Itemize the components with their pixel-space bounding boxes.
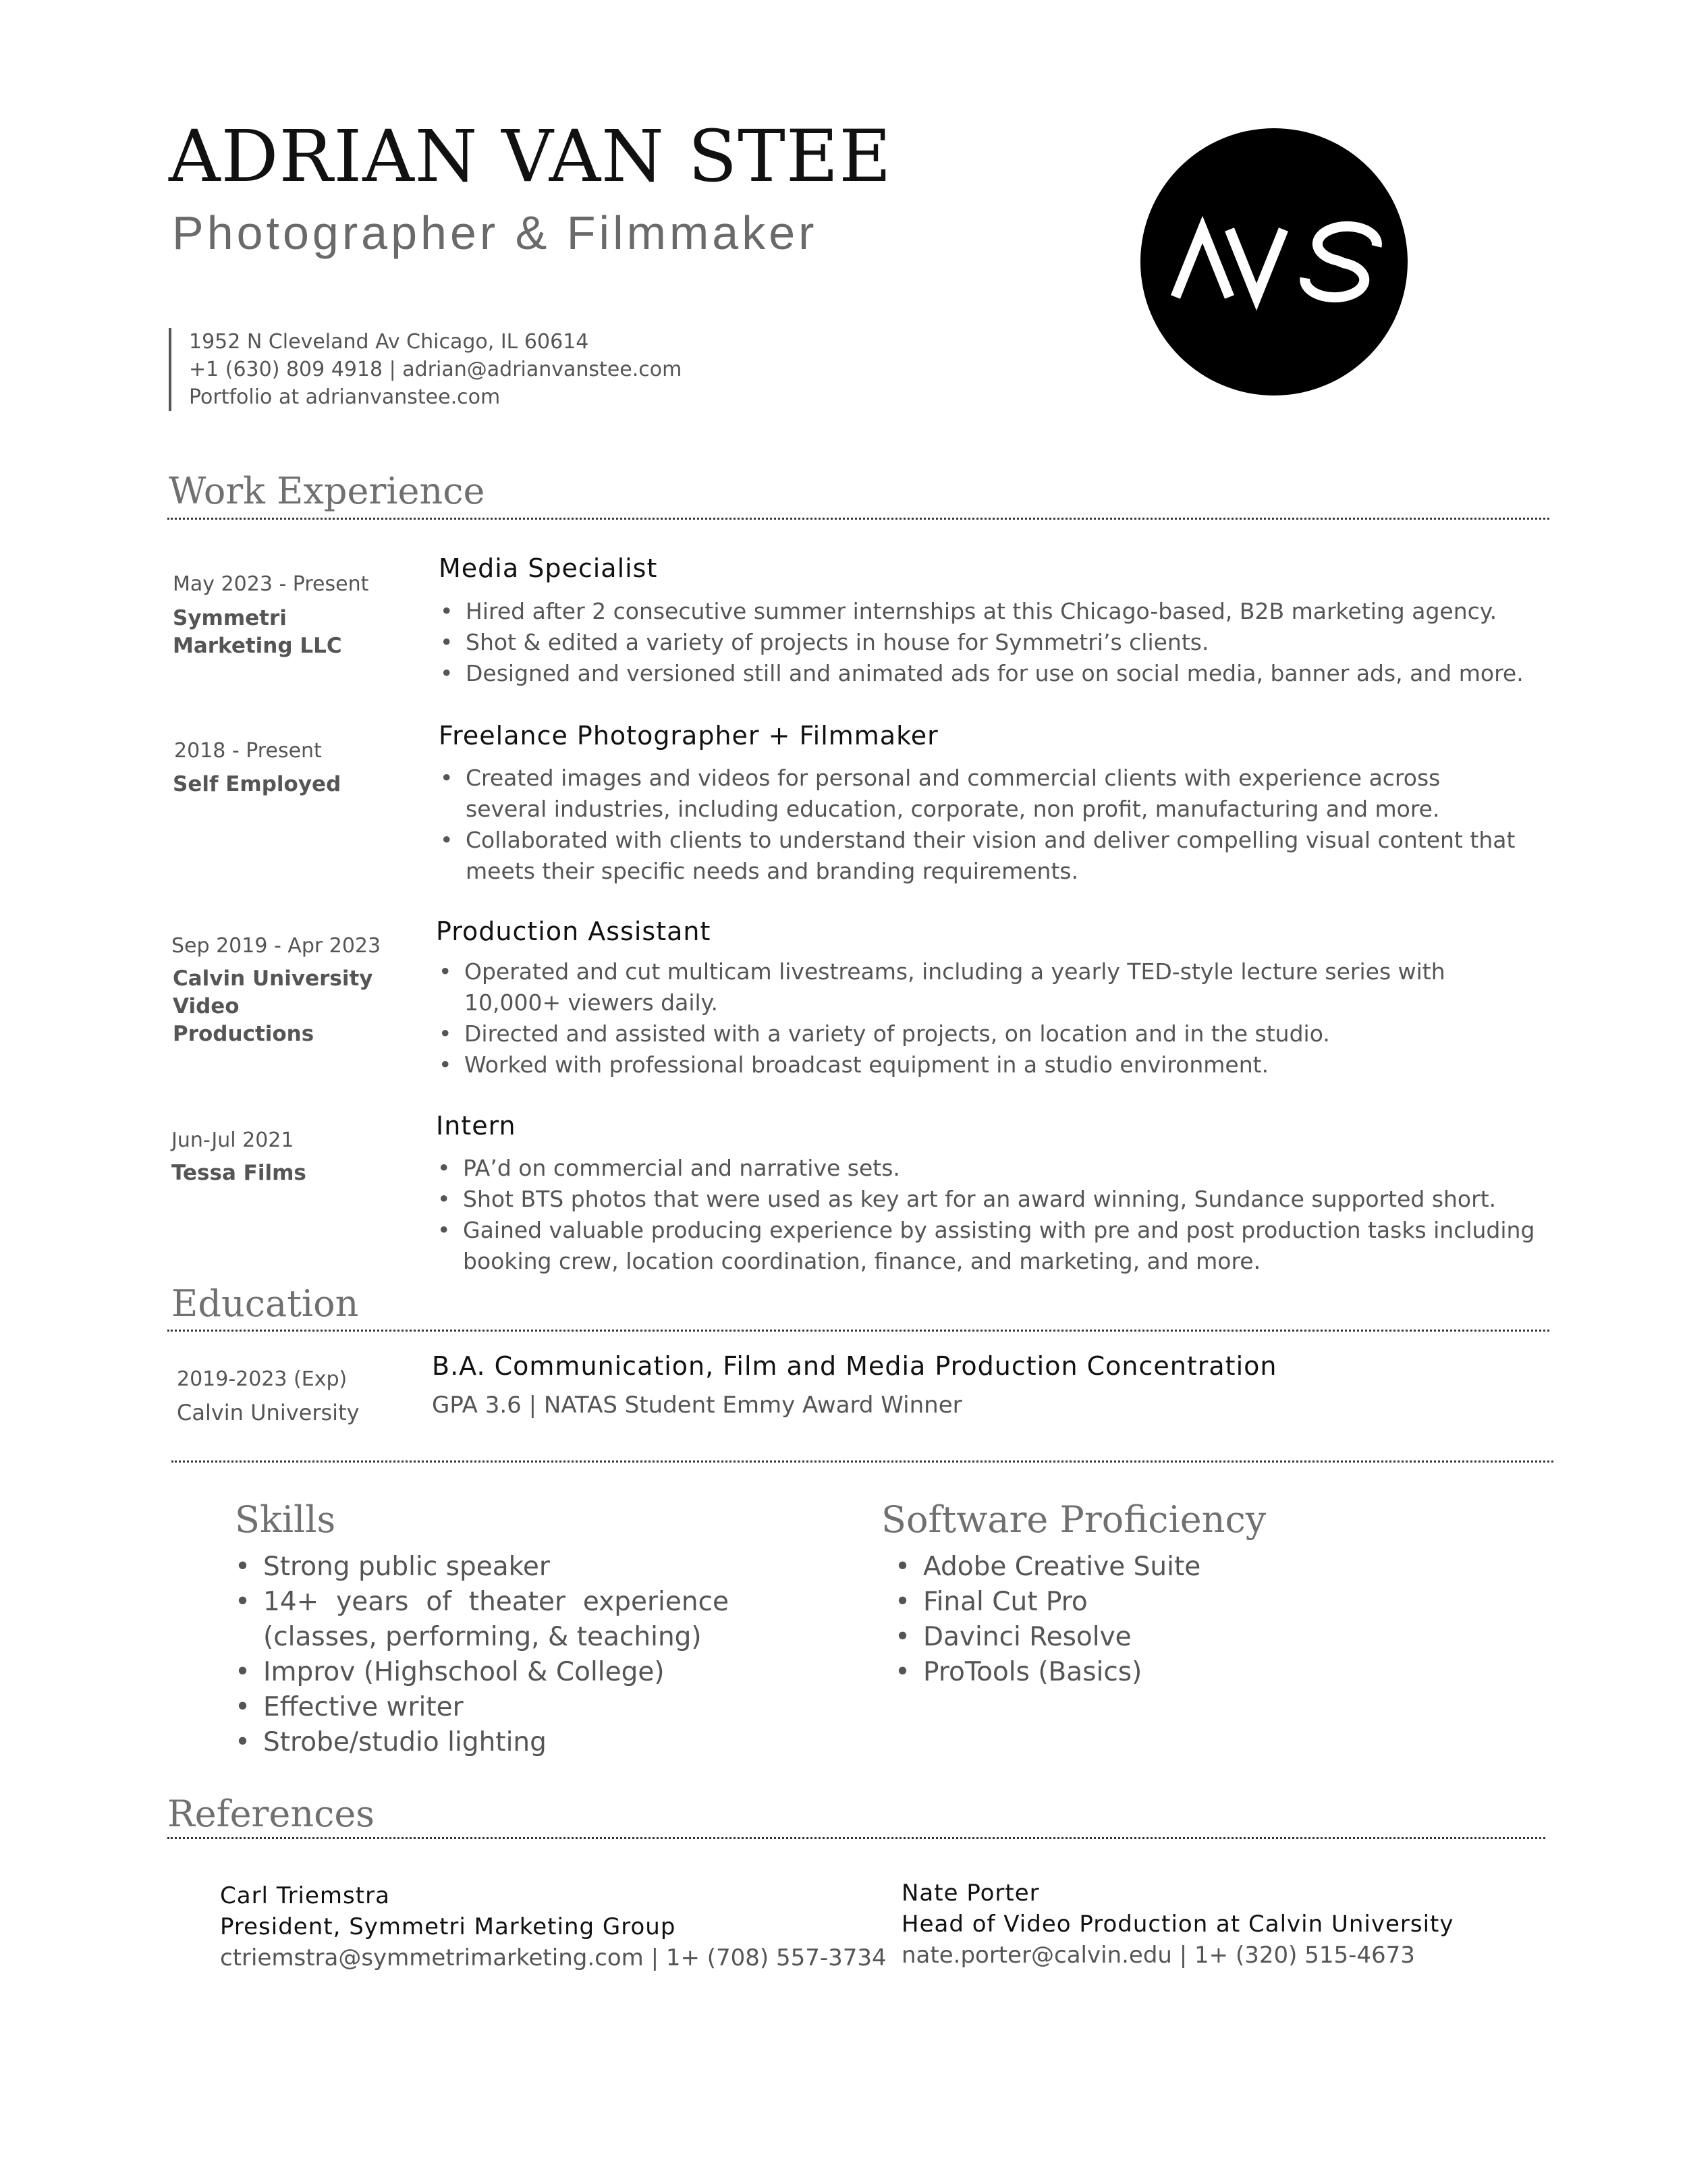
section-divider (171, 1460, 1553, 1463)
list-item: • ProTools (Basics) (892, 1655, 1432, 1690)
contact-phone-email: +1 (630) 809 4918 | adrian@adrianvanstee.com (189, 358, 682, 381)
job-title: Media Specialist (439, 553, 658, 583)
avs-monogram-icon (1140, 128, 1408, 395)
list-item: • Strong public speaker (232, 1550, 729, 1585)
education-date: 2019-2023 (Exp) (177, 1367, 348, 1391)
job-date: May 2023 - Present (173, 572, 369, 596)
reference-contact: nate.porter@calvin.edu | 1+ (320) 515-4673 (902, 1942, 1415, 1969)
job-org: Tessa Films (171, 1161, 306, 1185)
references-heading: References (167, 1793, 375, 1835)
list-item: • Directed and assisted with a variety of projects, on location and in the studio. (436, 1018, 1489, 1049)
education-school: Calvin University (177, 1400, 360, 1425)
contact-block (169, 328, 682, 411)
list-item: • 14+ years of theater experience (classes, performing, & teaching) (232, 1585, 729, 1655)
skills-list (232, 1550, 729, 1760)
list-item: • Improv (Highschool & College) (232, 1655, 729, 1690)
software-heading: Software Proficiency (881, 1498, 1267, 1541)
resume-name: ADRIAN VAN STEE (169, 115, 892, 198)
avs-logo (1140, 128, 1408, 395)
list-item: • Adobe Creative Suite (892, 1550, 1432, 1585)
job-date: 2018 - Present (174, 739, 322, 763)
list-item: • Created images and videos for personal and commercial clients with experience across several industries, including education, corporate, non profit, manufacturing and more. (437, 763, 1517, 825)
list-item: • Davinci Resolve (892, 1620, 1432, 1655)
list-item: • Designed and versioned still and animated ads for use on social media, banner ads, and more. (437, 658, 1551, 689)
job-bullets (436, 956, 1489, 1081)
job-title: Freelance Photographer + Filmmaker (439, 721, 939, 750)
reference-name: Carl Triemstra (220, 1882, 390, 1909)
list-item: • Collaborated with clients to understand their vision and deliver compelling visual content that meets their specific needs and branding requirements. (437, 825, 1517, 887)
job-org: Self Employed (173, 772, 341, 796)
list-item: • Worked with professional broadcast equipment in a studio environment. (436, 1049, 1489, 1081)
section-divider (167, 518, 1549, 520)
job-org: Symmetri Marketing LLC (173, 606, 342, 658)
list-item: • PA’d on commercial and narrative sets. (435, 1153, 1541, 1184)
list-item: • Operated and cut multicam livestreams, including a yearly TED-style lecture series with 10,000+ viewers daily. (436, 956, 1489, 1018)
list-item: • Final Cut Pro (892, 1585, 1432, 1620)
list-item: • Hired after 2 consecutive summer internships at this Chicago-based, B2B marketing agency. (437, 596, 1551, 627)
job-title: Production Assistant (436, 917, 711, 946)
education-detail: GPA 3.6 | NATAS Student Emmy Award Winner (432, 1392, 962, 1419)
education-degree: B.A. Communication, Film and Media Production Concentration (432, 1351, 1277, 1381)
list-item: • Effective writer (232, 1690, 729, 1725)
education-heading: Education (171, 1282, 359, 1325)
list-item: • Strobe/studio lighting (232, 1725, 729, 1760)
section-divider (167, 1330, 1549, 1332)
contact-address: 1952 N Cleveland Av Chicago, IL 60614 (189, 330, 589, 354)
skills-heading: Skills (235, 1498, 336, 1541)
reference-card (220, 1880, 887, 1973)
list-item: • Shot & edited a variety of projects in house for Symmetri’s clients. (437, 627, 1551, 658)
job-bullets (437, 596, 1551, 689)
reference-card (902, 1878, 1454, 1971)
software-list (892, 1550, 1432, 1690)
list-item: • Shot BTS photos that were used as key art for an award winning, Sundance supported short. (435, 1184, 1541, 1215)
job-org: Calvin University Video Productions (173, 966, 373, 1046)
section-divider (167, 1837, 1545, 1839)
reference-name: Nate Porter (902, 1880, 1040, 1907)
reference-role: Head of Video Production at Calvin University (902, 1911, 1454, 1938)
contact-portfolio: Portfolio at adrianvanstee.com (189, 385, 501, 409)
job-date: Jun-Jul 2021 (171, 1128, 294, 1152)
work-experience-heading: Work Experience (169, 470, 485, 512)
reference-contact: ctriemstra@symmetrimarketing.com | 1+ (708) 557-3734 (220, 1944, 887, 1971)
reference-role: President, Symmetri Marketing Group (220, 1913, 676, 1940)
job-title: Intern (436, 1111, 516, 1141)
list-item: • Gained valuable producing experience by assisting with pre and post production tasks including booking crew, location coordination, finance, and marketing, and more. (435, 1215, 1541, 1277)
job-bullets (437, 763, 1517, 887)
job-bullets (435, 1153, 1541, 1277)
resume-title: Photographer & Filmmaker (172, 207, 818, 259)
job-date: Sep 2019 - Apr 2023 (171, 934, 381, 958)
